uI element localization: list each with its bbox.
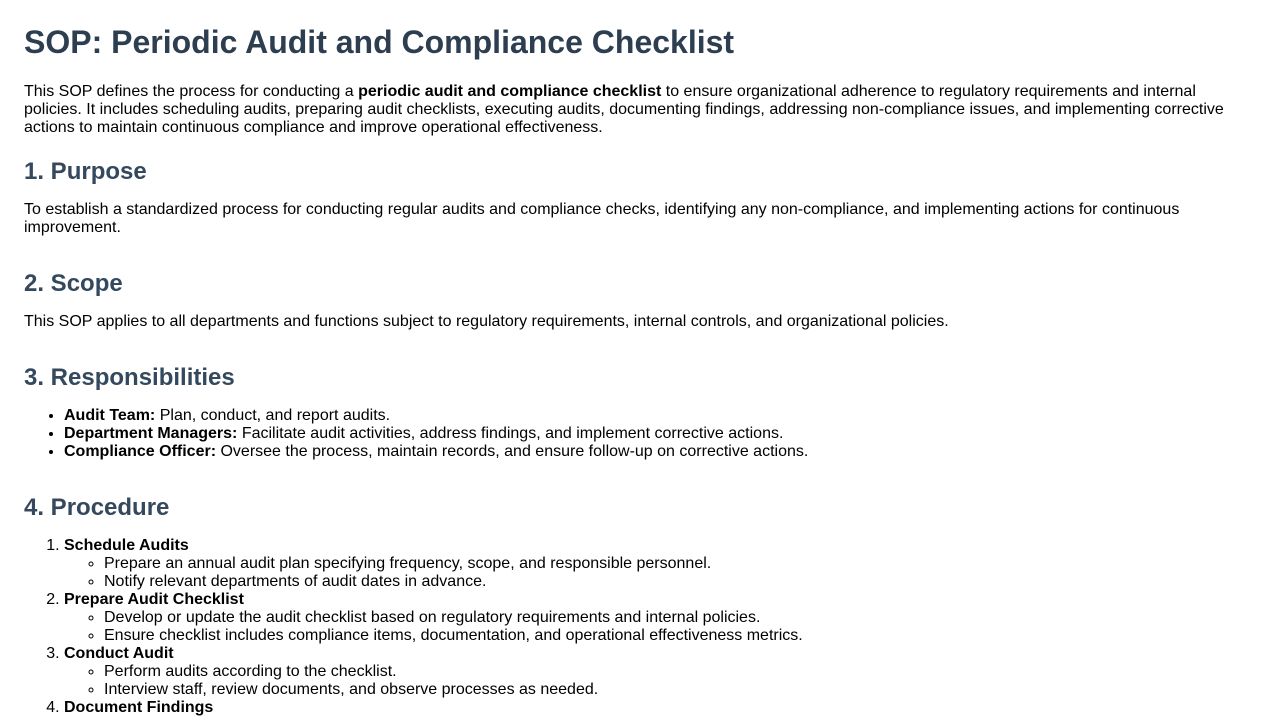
responsibilities-list bbox=[24, 407, 1239, 461]
purpose-text: To establish a standardized process for conducting regular audits and compliance checks, identifying any non-compliance, and implementing actions for continuous improvement. bbox=[24, 201, 1180, 236]
scope-heading: 2. Scope bbox=[24, 270, 123, 297]
list-item: ◦ Prepare an annual audit plan specifying frequency, scope, and responsible personnel. bbox=[104, 555, 1239, 573]
intro-text-start: This SOP defines the process for conducting a bbox=[24, 83, 359, 100]
intro-text-end: to ensure organizational adherence to regulatory requirements and internal policies. It includes scheduling audits, preparing audit checklists, executing audits, documenting findings, addressing non-compliance issues, and implementing corrective actions to maintain continuous compliance and improve operational effectiveness. bbox=[24, 83, 1224, 136]
list-item: ◦ Notify relevant departments of audit dates in advance. bbox=[104, 573, 1239, 591]
role-description: Plan, conduct, and report audits. bbox=[155, 407, 391, 424]
role-label: Department Managers: bbox=[64, 425, 238, 442]
responsibilities-heading: 3. Responsibilities bbox=[24, 364, 235, 391]
list-item: ◦ Ensure checklist includes compliance items, documentation, and operational effectiveness metrics. bbox=[104, 627, 1239, 645]
role-label: Compliance Officer: bbox=[64, 443, 217, 460]
intro-paragraph bbox=[24, 83, 1239, 137]
list-item bbox=[64, 443, 1239, 461]
intro-text-bold: periodic audit and compliance checklist bbox=[358, 83, 662, 100]
step-title: Prepare Audit Checklist bbox=[64, 591, 244, 608]
step-title: Document Findings bbox=[64, 699, 214, 716]
step-title: Schedule Audits bbox=[64, 537, 189, 554]
list-item bbox=[64, 425, 1239, 443]
step-substeps bbox=[64, 609, 1239, 645]
step-substeps bbox=[64, 663, 1239, 699]
page-title: SOP: Periodic Audit and Compliance Checklist bbox=[24, 24, 735, 60]
procedure-step bbox=[64, 645, 1239, 699]
procedure-heading: 4. Procedure bbox=[24, 494, 170, 521]
procedure-steps bbox=[24, 537, 1239, 717]
purpose-heading: 1. Purpose bbox=[24, 158, 147, 185]
role-description: Oversee the process, maintain records, and ensure follow-up on corrective actions. bbox=[216, 443, 809, 460]
step-substeps bbox=[64, 555, 1239, 591]
step-title: Conduct Audit bbox=[64, 645, 174, 662]
list-item: ◦ Interview staff, review documents, and observe processes as needed. bbox=[104, 681, 1239, 699]
role-label: Audit Team: bbox=[64, 407, 156, 424]
list-item: ◦ Perform audits according to the checklist. bbox=[104, 663, 1239, 681]
procedure-step bbox=[64, 699, 1239, 717]
list-item bbox=[64, 407, 1239, 425]
scope-text: This SOP applies to all departments and functions subject to regulatory requirements, internal controls, and organizational policies. bbox=[24, 313, 949, 330]
procedure-step bbox=[64, 537, 1239, 591]
procedure-step bbox=[64, 591, 1239, 645]
role-description: Facilitate audit activities, address findings, and implement corrective actions. bbox=[237, 425, 784, 442]
list-item: ◦ Develop or update the audit checklist based on regulatory requirements and internal policies. bbox=[104, 609, 1239, 627]
